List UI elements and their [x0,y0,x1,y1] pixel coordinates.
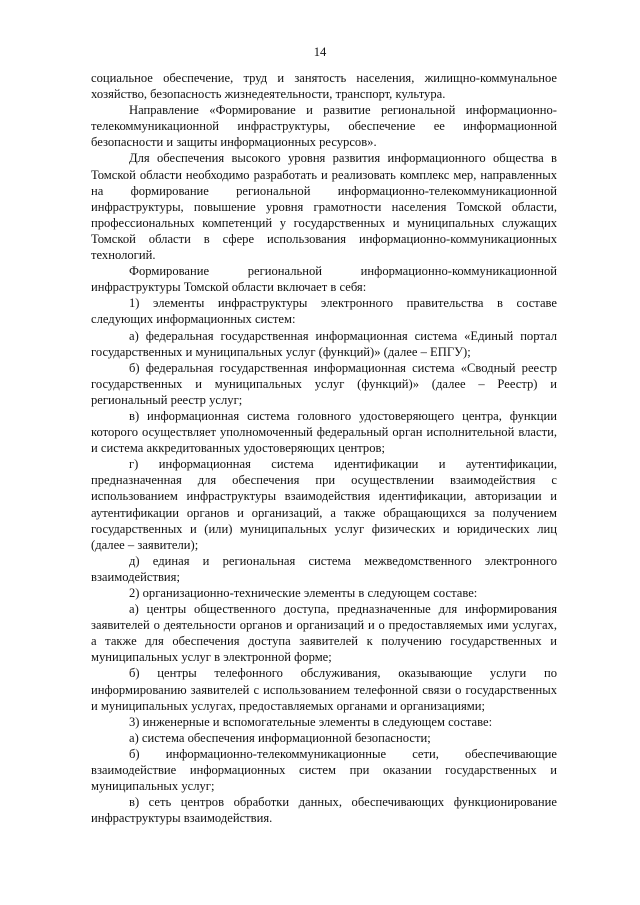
list-item-3: 3) инженерные и вспомогательные элементы в следующем составе: [129,714,493,729]
list-item-1a: а) федеральная государственная информационная система «Единый портал государственных и муниципальных услуг (функций)» (далее – ЕПГУ); [91,328,557,359]
paragraph-infrastructure-intro: Формирование региональной информационно-коммуникационной инфраструктуры Томской области включает в себя: [91,264,557,295]
list-item-2: 2) организационно-технические элементы в следующем составе: [129,586,478,600]
list-item-1c: в) информационная система головного удостоверяющего центра, функции которого осуществляет уполномоченный федеральный орган исполнительной власти, и система аккредитованных удостоверяющих центров; [91,408,557,456]
list-item-3b: б) информационно-телекоммуникационные сети, обеспечивающие взаимодействие информационных систем при оказании государственных и муниципальных услуг; [91,746,557,794]
list-item-2b: б) центры телефонного обслуживания, оказывающие услуги по информированию заявителей с использованием телефонной связи о государственных и муниципальных услугах, предоставляемых органами и организациями; [91,666,557,713]
list-item-1e: д) единая и региональная система межведомственного электронного взаимодействия; [91,553,557,584]
paragraph-measures: Для обеспечения высокого уровня развития информационного общества в Томской области необходимо разработать и реализовать комплекс мер, направленных на формирование региональной информационно-телекоммуникационной инфраструктуры, повышение уровня грамотности населения Томской области, профессиональных компетенций у государственных и муниципальных служащих Томской области в сфере использования информационно-коммуникационных технологий. [91,151,557,263]
paragraph-direction-heading: Направление «Формирование и развитие региональной информационно-телекоммуникационной инфраструктуры, обеспечение ее информационной безопасности и защиты информационных ресурсов». [91,103,557,150]
list-item-1b: б) федеральная государственная информационная система «Сводный реестр государственных и муниципальных услуг (функций)» (далее – Реестр) и региональный реестр услуг; [91,360,557,407]
list-item-1d: г) информационная система идентификации и аутентификации, предназначенная для обеспечения при осуществлении взаимодействия с использованием инфраструктуры взаимодействия идентификации, авторизации и аутентификации органов и организаций, а также обращающихся за получением государственных и (или) муниципальных услуг физических и юридических лиц (далее – заявители); [91,457,557,552]
list-item-2a: а) центры общественного доступа, предназначенные для информирования заявителей о деятельности органов и организаций и о предоставляемых ими услугах, а также для обеспечения доступа заявителей к получению государственных и муниципальных услуг в электронной форме; [91,602,557,665]
list-item-3c: в) сеть центров обработки данных, обеспечивающих функционирование инфраструктуры взаимодействия. [91,795,557,826]
body-text [91,70,557,826]
paragraph-continuation: социальное обеспечение, труд и занятость населения, жилищно-коммунальное хозяйство, безопасность жизнедеятельности, транспорт, культура. [91,71,557,102]
list-item-3a: а) система обеспечения информационной безопасности; [129,730,431,745]
list-item-1: 1) элементы инфраструктуры электронного правительства в составе следующих информационных систем: [91,296,557,327]
page-number: 14 [313,45,327,59]
